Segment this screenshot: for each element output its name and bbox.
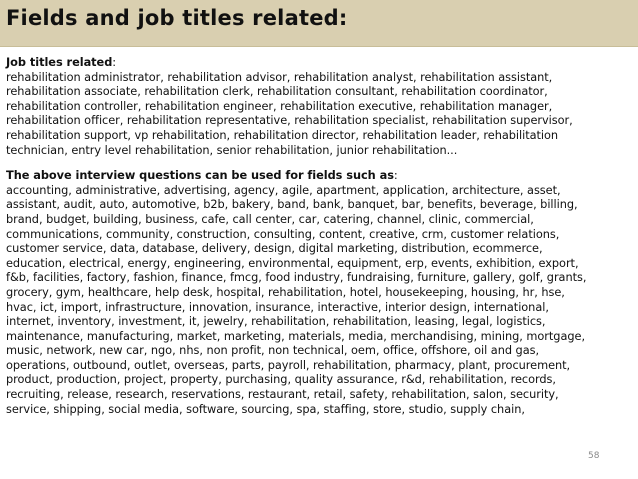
fields-line: recruiting, release, research, reservations, restaurant, retail, safety, rehabilitation, salon, security, xyxy=(6,387,559,402)
fields-heading xyxy=(6,168,634,183)
job-titles-line: rehabilitation support, vp rehabilitation, rehabilitation director, rehabilitation leader, rehabilitation xyxy=(6,127,559,142)
job-titles-list xyxy=(6,70,634,158)
fields-line: operations, outbound, outlet, overseas, parts, payroll, rehabilitation, pharmacy, plant, procurement, xyxy=(6,357,571,372)
fields-line: music, network, new car, ngo, nhs, non profit, non technical, oem, office, offshore, oil and gas, xyxy=(6,343,540,358)
job-titles-heading-colon: : xyxy=(112,55,117,69)
fields-line: product, production, project, property, purchasing, quality assurance, r&d, rehabilitation, records, xyxy=(6,372,556,387)
fields-line: accounting, administrative, advertising, agency, agile, apartment, application, architecture, asset, xyxy=(6,182,561,197)
job-titles-line: rehabilitation associate, rehabilitation clerk, rehabilitation consultant, rehabilitation coordinator, xyxy=(6,84,548,99)
title-bar xyxy=(0,0,638,47)
slide-title: Fields and job titles related: xyxy=(6,6,348,30)
fields-list xyxy=(6,183,634,417)
fields-line: communications, community, construction, consulting, content, creative, crm, customer relations, xyxy=(6,226,560,241)
job-titles-line: rehabilitation administrator, rehabilitation advisor, rehabilitation analyst, rehabilitation assistant, xyxy=(6,69,553,84)
job-titles-line: technician, entry level rehabilitation, senior rehabilitation, junior rehabilitation... xyxy=(6,142,458,157)
job-titles-line: rehabilitation controller, rehabilitation engineer, rehabilitation executive, rehabilitation manager, xyxy=(6,98,553,113)
slide-content xyxy=(6,55,634,416)
fields-line: education, electrical, energy, engineering, environmental, equipment, erp, events, exhibition, export, xyxy=(6,255,579,270)
job-titles-line: rehabilitation officer, rehabilitation representative, rehabilitation specialist, rehabilitation supervisor, xyxy=(6,113,573,128)
section-spacer xyxy=(6,157,634,168)
job-titles-heading-label: Job titles related xyxy=(6,55,113,69)
fields-line: internet, inventory, investment, it, jewelry, rehabilitation, rehabilitation, leasing, legal, logistics, xyxy=(6,314,546,329)
fields-line: customer service, data, database, delivery, design, digital marketing, distribution, ecommerce, xyxy=(6,241,543,256)
fields-line: hvac, ict, import, infrastructure, innovation, insurance, interactive, interior design, international, xyxy=(6,299,549,314)
fields-line: grocery, gym, healthcare, help desk, hospital, rehabilitation, hotel, housekeeping, housing, hr, hse, xyxy=(6,284,565,299)
fields-heading-colon: : xyxy=(393,168,398,183)
fields-line: assistant, audit, auto, automotive, b2b, bakery, band, bank, banquet, bar, benefits, beverage, billing, xyxy=(6,197,578,212)
fields-line: maintenance, manufacturing, market, marketing, materials, media, merchandising, mining, mortgage, xyxy=(6,328,585,343)
fields-line: service, shipping, social media, software, sourcing, spa, staffing, store, studio, supply chain, xyxy=(6,401,525,416)
page-number: 58 xyxy=(588,451,600,461)
fields-line: brand, budget, building, business, cafe, call center, car, catering, channel, clinic, commercial, xyxy=(6,211,534,226)
job-titles-heading xyxy=(6,55,634,70)
fields-line: f&b, facilities, factory, fashion, finance, fmcg, food industry, fundraising, furniture, gallery, golf, grants, xyxy=(6,270,587,285)
fields-heading-label: The above interview questions can be used for fields such as xyxy=(6,168,394,183)
